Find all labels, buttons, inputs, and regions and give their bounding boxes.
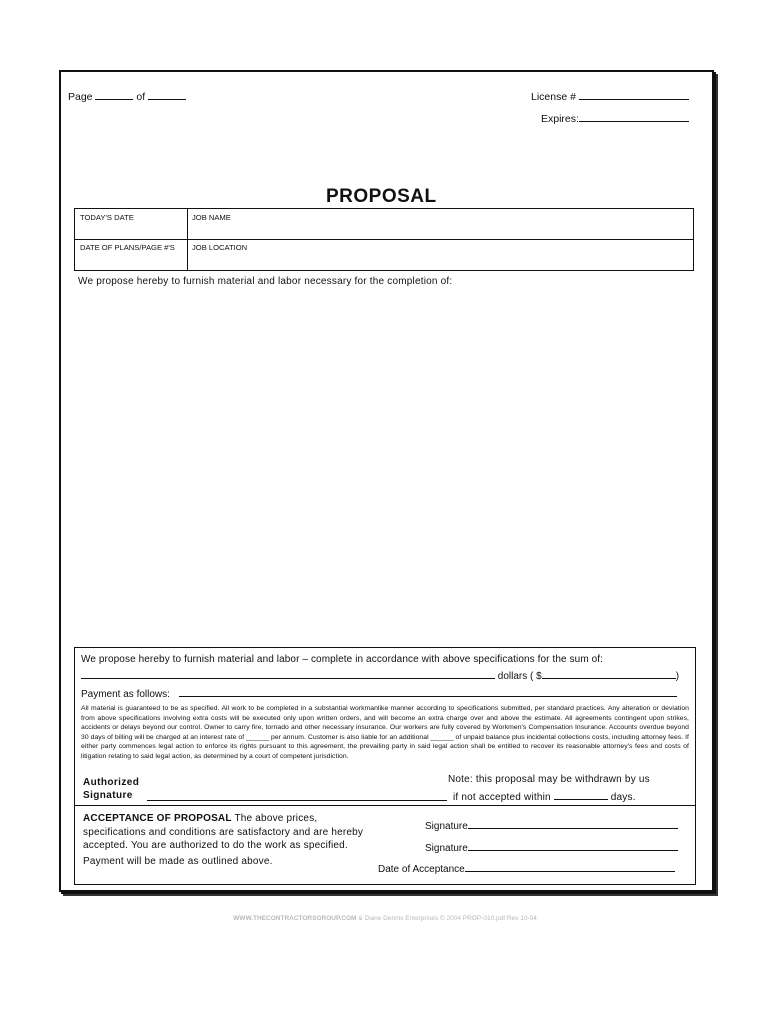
footer-rest: & Diane Dennis Enterprises © 2004 PROP-010.pdf Rev 10-04	[356, 915, 537, 922]
page-title: PROPOSAL	[326, 186, 437, 207]
acceptance-divider	[75, 805, 695, 806]
sum-figure-blank[interactable]	[542, 668, 676, 679]
expires-blank[interactable]	[579, 111, 689, 122]
payment-terms-blank[interactable]	[179, 686, 677, 697]
acceptance-text	[83, 812, 363, 868]
withdrawal-suffix: days.	[610, 792, 636, 803]
signature-label: Signature	[83, 790, 133, 801]
sum-words-blank[interactable]	[81, 668, 495, 679]
sum-amount-line	[81, 668, 679, 682]
acceptance-signature-1-blank[interactable]	[468, 818, 678, 829]
job-location-label: JOB LOCATION	[192, 243, 248, 252]
dollars-label: dollars ( $	[497, 671, 542, 682]
license-label: License #	[531, 91, 576, 103]
acceptance-signature-1-label: Signature	[425, 821, 468, 832]
page-number-blank[interactable]	[95, 89, 133, 100]
payment-label: Payment as follows:	[81, 689, 170, 700]
close-paren: )	[675, 671, 680, 682]
payment-line	[81, 686, 677, 700]
withdrawal-days-blank[interactable]	[554, 789, 608, 800]
info-divider-horizontal	[75, 239, 693, 240]
work-description-area[interactable]	[74, 292, 694, 640]
date-of-plans-label: DATE OF PLANS/PAGE #'S	[80, 243, 175, 252]
page-label: Page	[68, 91, 93, 103]
info-divider-vertical	[187, 209, 188, 270]
acceptance-heading: ACCEPTANCE OF PROPOSAL	[83, 813, 232, 824]
page-number-field	[68, 89, 186, 103]
withdrawal-prefix: if not accepted within	[453, 792, 551, 803]
legal-terms: All material is guaranteed to be as specified. All work to be completed in a substantial workmanlike manner according to specifications submitted, per standard practices. Any alteration or deviation from above specifications involving extra costs will be executed only upon written orders, and will become an extra charge over and above the estimate. All agreements contingent upon strikes, accidents or delays beyond our control. Owner to carry fire, tornado and other necessary insurance. Our workers are fully covered by Workmen's Compensation Insurance. Accounts overdue beyond 30 days of billing will be charged at an interest rate of ______ per annum. Customer is also liable for an additional ______ of unpaid balance plus incidental collections costs, including attorney fees. If either party commences legal action to enforce its rights pursuant to this agreement, the prevailing party in said legal action shall be entitled to recover its reasonable attorney's fees and costs of litigation relating to said legal action, as determined by a court of competent jurisdiction.	[81, 705, 689, 760]
footer-credit	[0, 915, 770, 922]
footer-site: WWW.THECONTRACTORSGROUP.COM	[233, 915, 357, 922]
job-name-label: JOB NAME	[192, 213, 231, 222]
page-total-blank[interactable]	[148, 89, 186, 100]
acceptance-line-3: accepted. You are authorized to do the work as specified.	[83, 840, 348, 851]
acceptance-signature-2-blank[interactable]	[468, 840, 678, 851]
acceptance-signature-1	[425, 818, 678, 832]
license-blank[interactable]	[579, 89, 689, 100]
acceptance-line-2: specifications and conditions are satisfactory and are hereby	[83, 826, 364, 838]
acceptance-line-4: Payment will be made as outlined above.	[83, 855, 273, 867]
date-of-acceptance-label: Date of Acceptance	[378, 864, 465, 875]
todays-date-label: TODAY'S DATE	[80, 213, 134, 222]
authorized-signature-blank-wrap	[147, 788, 447, 806]
date-of-acceptance-blank[interactable]	[465, 861, 675, 872]
authorized-label: Authorized	[83, 777, 140, 788]
date-of-acceptance	[378, 861, 675, 875]
withdrawal-note-1: Note: this proposal may be withdrawn by us	[448, 774, 650, 785]
authorized-signature-label	[83, 776, 139, 802]
acceptance-line-1: The above prices,	[234, 813, 318, 824]
acceptance-signature-2-label: Signature	[425, 843, 468, 854]
of-label: of	[136, 91, 146, 103]
expires-field	[541, 111, 689, 125]
job-info-box	[74, 208, 694, 271]
work-description-intro: We propose hereby to furnish material and labor necessary for the completion of:	[78, 276, 453, 287]
sum-statement: We propose hereby to furnish material and labor – complete in accordance with above specifications for the sum of:	[81, 654, 604, 665]
acceptance-signature-2	[425, 840, 678, 854]
expires-label: Expires:	[541, 113, 579, 125]
license-field	[531, 89, 689, 103]
terms-box	[74, 647, 696, 885]
authorized-signature-blank[interactable]	[147, 790, 447, 801]
withdrawal-note-2	[453, 789, 636, 803]
